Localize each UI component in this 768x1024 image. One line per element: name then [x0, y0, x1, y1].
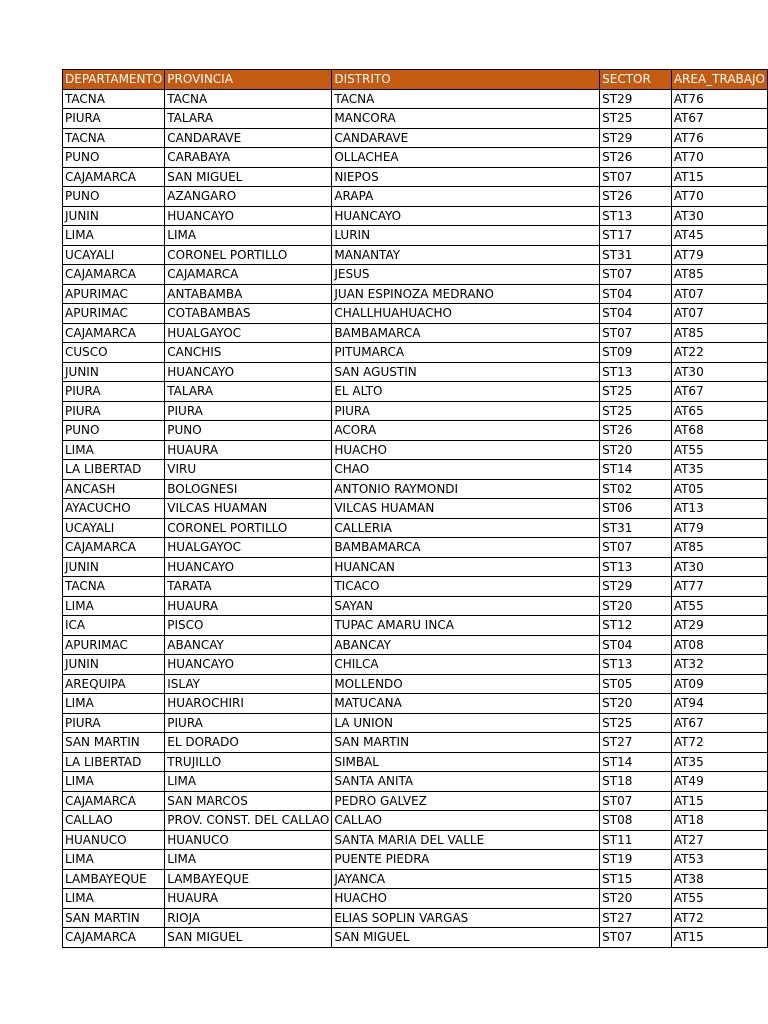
cell-distrito[interactable]: JESUS — [332, 265, 600, 285]
cell-distrito[interactable]: VILCAS HUAMAN — [332, 499, 600, 519]
cell-area-trabajo[interactable]: AT55 — [671, 889, 767, 909]
table-row — [63, 752, 768, 772]
cell-area-trabajo[interactable]: AT67 — [671, 382, 767, 402]
cell-provincia[interactable]: HUANCAYO — [165, 206, 332, 226]
cell-sector[interactable]: ST07 — [600, 167, 672, 187]
table-row — [63, 811, 768, 831]
cell-area-trabajo[interactable]: AT35 — [671, 460, 767, 480]
table-row — [63, 518, 768, 538]
cell-sector[interactable]: ST25 — [600, 401, 672, 421]
cell-sector[interactable]: ST14 — [600, 752, 672, 772]
table-row — [63, 791, 768, 811]
cell-provincia[interactable]: CANCHIS — [165, 343, 332, 363]
cell-distrito[interactable]: MANCORA — [332, 109, 600, 129]
cell-distrito[interactable]: JUAN ESPINOZA MEDRANO — [332, 284, 600, 304]
cell-distrito[interactable]: TICACO — [332, 577, 600, 597]
cell-departamento[interactable]: UCAYALI — [63, 245, 165, 265]
table-row — [63, 206, 768, 226]
cell-area-trabajo[interactable]: AT08 — [671, 635, 767, 655]
table-row — [63, 362, 768, 382]
cell-departamento[interactable]: CAJAMARCA — [63, 791, 165, 811]
table-row — [63, 460, 768, 480]
cell-distrito[interactable]: HUANCAYO — [332, 206, 600, 226]
cell-distrito[interactable]: MANANTAY — [332, 245, 600, 265]
cell-distrito[interactable]: HUANCAN — [332, 557, 600, 577]
cell-provincia[interactable]: SAN MARCOS — [165, 791, 332, 811]
table-row — [63, 577, 768, 597]
cell-sector[interactable]: ST09 — [600, 343, 672, 363]
cell-sector[interactable]: ST25 — [600, 713, 672, 733]
cell-sector[interactable]: ST26 — [600, 421, 672, 441]
cell-departamento[interactable]: PUNO — [63, 421, 165, 441]
cell-departamento[interactable]: PIURA — [63, 713, 165, 733]
cell-distrito[interactable]: CALLAO — [332, 811, 600, 831]
cell-departamento[interactable]: HUANUCO — [63, 830, 165, 850]
cell-area-trabajo[interactable]: AT30 — [671, 362, 767, 382]
cell-sector[interactable]: ST29 — [600, 89, 672, 109]
cell-provincia[interactable]: LIMA — [165, 850, 332, 870]
cell-provincia[interactable]: TACNA — [165, 89, 332, 109]
cell-distrito[interactable]: HUACHO — [332, 889, 600, 909]
cell-area-trabajo[interactable]: AT13 — [671, 499, 767, 519]
cell-departamento[interactable]: ICA — [63, 616, 165, 636]
cell-distrito[interactable]: SAN MIGUEL — [332, 928, 600, 948]
cell-sector[interactable]: ST31 — [600, 518, 672, 538]
cell-distrito[interactable]: SANTA ANITA — [332, 772, 600, 792]
table-row — [63, 382, 768, 402]
cell-area-trabajo[interactable]: AT09 — [671, 674, 767, 694]
cell-distrito[interactable]: PUENTE PIEDRA — [332, 850, 600, 870]
cell-departamento[interactable]: AREQUIPA — [63, 674, 165, 694]
cell-provincia[interactable]: HUANCAYO — [165, 557, 332, 577]
cell-sector[interactable]: ST25 — [600, 109, 672, 129]
cell-provincia[interactable]: EL DORADO — [165, 733, 332, 753]
cell-distrito[interactable]: LURIN — [332, 226, 600, 246]
table-row — [63, 928, 768, 948]
cell-sector[interactable]: ST20 — [600, 440, 672, 460]
cell-area-trabajo[interactable]: AT79 — [671, 518, 767, 538]
cell-departamento[interactable]: AYACUCHO — [63, 499, 165, 519]
table-row — [63, 538, 768, 558]
cell-sector[interactable]: ST14 — [600, 460, 672, 480]
cell-distrito[interactable]: MOLLENDO — [332, 674, 600, 694]
cell-sector[interactable]: ST27 — [600, 733, 672, 753]
cell-sector[interactable]: ST07 — [600, 265, 672, 285]
cell-departamento[interactable]: CAJAMARCA — [63, 538, 165, 558]
cell-distrito[interactable]: ANTONIO RAYMONDI — [332, 479, 600, 499]
cell-departamento[interactable]: ANCASH — [63, 479, 165, 499]
cell-departamento[interactable]: JUNIN — [63, 362, 165, 382]
cell-distrito[interactable]: PITUMARCA — [332, 343, 600, 363]
cell-area-trabajo[interactable]: AT38 — [671, 869, 767, 889]
cell-area-trabajo[interactable]: AT65 — [671, 401, 767, 421]
cell-provincia[interactable]: ABANCAY — [165, 635, 332, 655]
cell-provincia[interactable]: HUAURA — [165, 440, 332, 460]
column-header-provincia[interactable]: PROVINCIA — [165, 70, 332, 90]
cell-provincia[interactable]: HUALGAYOC — [165, 323, 332, 343]
cell-departamento[interactable]: SAN MARTIN — [63, 908, 165, 928]
cell-provincia[interactable]: HUAROCHIRI — [165, 694, 332, 714]
cell-provincia[interactable]: VILCAS HUAMAN — [165, 499, 332, 519]
cell-provincia[interactable]: ANTABAMBA — [165, 284, 332, 304]
cell-distrito[interactable]: CANDARAVE — [332, 128, 600, 148]
cell-sector[interactable]: ST29 — [600, 128, 672, 148]
cell-provincia[interactable]: HUAURA — [165, 596, 332, 616]
cell-sector[interactable]: ST26 — [600, 187, 672, 207]
cell-sector[interactable]: ST13 — [600, 206, 672, 226]
cell-sector[interactable]: ST04 — [600, 284, 672, 304]
table-row — [63, 635, 768, 655]
cell-departamento[interactable]: LIMA — [63, 694, 165, 714]
cell-provincia[interactable]: COTABAMBAS — [165, 304, 332, 324]
cell-area-trabajo[interactable]: AT85 — [671, 323, 767, 343]
cell-distrito[interactable]: SANTA MARIA DEL VALLE — [332, 830, 600, 850]
table-row — [63, 557, 768, 577]
cell-departamento[interactable]: APURIMAC — [63, 304, 165, 324]
cell-provincia[interactable]: CANDARAVE — [165, 128, 332, 148]
cell-distrito[interactable]: HUACHO — [332, 440, 600, 460]
cell-sector[interactable]: ST13 — [600, 362, 672, 382]
cell-provincia[interactable]: PISCO — [165, 616, 332, 636]
cell-distrito[interactable]: BAMBAMARCA — [332, 323, 600, 343]
table-row — [63, 655, 768, 675]
cell-distrito[interactable]: ABANCAY — [332, 635, 600, 655]
cell-departamento[interactable]: CAJAMARCA — [63, 323, 165, 343]
cell-provincia[interactable]: RIOJA — [165, 908, 332, 928]
cell-area-trabajo[interactable]: AT85 — [671, 538, 767, 558]
cell-area-trabajo[interactable]: AT32 — [671, 655, 767, 675]
cell-area-trabajo[interactable]: AT07 — [671, 304, 767, 324]
cell-departamento[interactable]: CAJAMARCA — [63, 928, 165, 948]
cell-sector[interactable]: ST29 — [600, 577, 672, 597]
cell-provincia[interactable]: TARATA — [165, 577, 332, 597]
cell-sector[interactable]: ST31 — [600, 245, 672, 265]
cell-distrito[interactable]: ACORA — [332, 421, 600, 441]
table-row — [63, 479, 768, 499]
cell-provincia[interactable]: LAMBAYEQUE — [165, 869, 332, 889]
cell-departamento[interactable]: PUNO — [63, 148, 165, 168]
cell-distrito[interactable]: TACNA — [332, 89, 600, 109]
cell-distrito[interactable]: SAN AGUSTIN — [332, 362, 600, 382]
table-row — [63, 187, 768, 207]
column-header-distrito[interactable]: DISTRITO — [332, 70, 600, 90]
table-row — [63, 440, 768, 460]
cell-sector[interactable]: ST25 — [600, 382, 672, 402]
cell-departamento[interactable]: LA LIBERTAD — [63, 460, 165, 480]
table-row — [63, 421, 768, 441]
cell-departamento[interactable]: CUSCO — [63, 343, 165, 363]
table-row — [63, 401, 768, 421]
table-row — [63, 148, 768, 168]
cell-area-trabajo[interactable]: AT53 — [671, 850, 767, 870]
cell-distrito[interactable]: BAMBAMARCA — [332, 538, 600, 558]
cell-distrito[interactable]: NIEPOS — [332, 167, 600, 187]
cell-provincia[interactable]: LIMA — [165, 772, 332, 792]
table-row — [63, 616, 768, 636]
cell-departamento[interactable]: LIMA — [63, 226, 165, 246]
table-row — [63, 908, 768, 928]
cell-area-trabajo[interactable]: AT76 — [671, 89, 767, 109]
cell-area-trabajo[interactable]: AT67 — [671, 713, 767, 733]
cell-departamento[interactable]: CALLAO — [63, 811, 165, 831]
cell-sector[interactable]: ST07 — [600, 928, 672, 948]
table-row — [63, 226, 768, 246]
cell-departamento[interactable]: LIMA — [63, 440, 165, 460]
cell-departamento[interactable]: JUNIN — [63, 557, 165, 577]
cell-provincia[interactable]: SAN MIGUEL — [165, 167, 332, 187]
data-table — [62, 69, 768, 948]
table-row — [63, 167, 768, 187]
cell-provincia[interactable]: CORONEL PORTILLO — [165, 518, 332, 538]
cell-distrito[interactable]: MATUCANA — [332, 694, 600, 714]
cell-provincia[interactable]: CAJAMARCA — [165, 265, 332, 285]
cell-area-trabajo[interactable]: AT35 — [671, 752, 767, 772]
cell-departamento[interactable]: LIMA — [63, 596, 165, 616]
cell-sector[interactable]: ST18 — [600, 772, 672, 792]
table-row — [63, 499, 768, 519]
table-row — [63, 245, 768, 265]
cell-provincia[interactable]: ISLAY — [165, 674, 332, 694]
cell-departamento[interactable]: PIURA — [63, 109, 165, 129]
cell-sector[interactable]: ST04 — [600, 304, 672, 324]
cell-provincia[interactable]: BOLOGNESI — [165, 479, 332, 499]
cell-sector[interactable]: ST20 — [600, 596, 672, 616]
cell-provincia[interactable]: PUNO — [165, 421, 332, 441]
cell-distrito[interactable]: EL ALTO — [332, 382, 600, 402]
cell-provincia[interactable]: AZANGARO — [165, 187, 332, 207]
cell-distrito[interactable]: PEDRO GALVEZ — [332, 791, 600, 811]
table-row — [63, 304, 768, 324]
cell-sector[interactable]: ST20 — [600, 694, 672, 714]
cell-departamento[interactable]: LIMA — [63, 889, 165, 909]
cell-departamento[interactable]: APURIMAC — [63, 635, 165, 655]
cell-area-trabajo[interactable]: AT85 — [671, 265, 767, 285]
cell-distrito[interactable]: SAYAN — [332, 596, 600, 616]
cell-area-trabajo[interactable]: AT94 — [671, 694, 767, 714]
cell-departamento[interactable]: APURIMAC — [63, 284, 165, 304]
table-row — [63, 596, 768, 616]
cell-provincia[interactable]: VIRU — [165, 460, 332, 480]
cell-area-trabajo[interactable]: AT70 — [671, 187, 767, 207]
cell-distrito[interactable]: CHILCA — [332, 655, 600, 675]
cell-area-trabajo[interactable]: AT27 — [671, 830, 767, 850]
cell-provincia[interactable]: HUANCAYO — [165, 362, 332, 382]
cell-sector[interactable]: ST13 — [600, 557, 672, 577]
cell-sector[interactable]: ST04 — [600, 635, 672, 655]
cell-sector[interactable]: ST27 — [600, 908, 672, 928]
table-row — [63, 869, 768, 889]
cell-provincia[interactable]: LIMA — [165, 226, 332, 246]
cell-provincia[interactable]: PIURA — [165, 401, 332, 421]
cell-departamento[interactable]: TACNA — [63, 128, 165, 148]
cell-departamento[interactable]: UCAYALI — [63, 518, 165, 538]
cell-departamento[interactable]: LIMA — [63, 850, 165, 870]
cell-distrito[interactable]: CALLERIA — [332, 518, 600, 538]
cell-provincia[interactable]: TALARA — [165, 382, 332, 402]
cell-area-trabajo[interactable]: AT22 — [671, 343, 767, 363]
table-row — [63, 674, 768, 694]
cell-departamento[interactable]: PUNO — [63, 187, 165, 207]
cell-area-trabajo[interactable]: AT70 — [671, 148, 767, 168]
cell-area-trabajo[interactable]: AT76 — [671, 128, 767, 148]
cell-sector[interactable]: ST19 — [600, 850, 672, 870]
cell-area-trabajo[interactable]: AT15 — [671, 928, 767, 948]
cell-area-trabajo[interactable]: AT55 — [671, 596, 767, 616]
table-row — [63, 323, 768, 343]
cell-departamento[interactable]: CAJAMARCA — [63, 167, 165, 187]
cell-area-trabajo[interactable]: AT68 — [671, 421, 767, 441]
cell-provincia[interactable]: TALARA — [165, 109, 332, 129]
cell-area-trabajo[interactable]: AT72 — [671, 733, 767, 753]
column-header-area-trabajo[interactable]: AREA_TRABAJO — [671, 70, 767, 90]
cell-provincia[interactable]: HUANUCO — [165, 830, 332, 850]
cell-sector[interactable]: ST05 — [600, 674, 672, 694]
cell-area-trabajo[interactable]: AT30 — [671, 206, 767, 226]
cell-departamento[interactable]: LIMA — [63, 772, 165, 792]
table-row — [63, 265, 768, 285]
cell-sector[interactable]: ST13 — [600, 655, 672, 675]
cell-area-trabajo[interactable]: AT49 — [671, 772, 767, 792]
cell-provincia[interactable]: CORONEL PORTILLO — [165, 245, 332, 265]
table-row — [63, 850, 768, 870]
cell-departamento[interactable]: JUNIN — [63, 655, 165, 675]
cell-area-trabajo[interactable]: AT55 — [671, 440, 767, 460]
cell-area-trabajo[interactable]: AT07 — [671, 284, 767, 304]
cell-departamento[interactable]: SAN MARTIN — [63, 733, 165, 753]
cell-distrito[interactable]: CHAO — [332, 460, 600, 480]
cell-sector[interactable]: ST26 — [600, 148, 672, 168]
cell-area-trabajo[interactable]: AT05 — [671, 479, 767, 499]
table-row — [63, 89, 768, 109]
cell-area-trabajo[interactable]: AT79 — [671, 245, 767, 265]
cell-sector[interactable]: ST17 — [600, 226, 672, 246]
cell-departamento[interactable]: TACNA — [63, 577, 165, 597]
cell-sector[interactable]: ST12 — [600, 616, 672, 636]
table-row — [63, 343, 768, 363]
cell-distrito[interactable]: LA UNION — [332, 713, 600, 733]
table-row — [63, 694, 768, 714]
cell-provincia[interactable]: PIURA — [165, 713, 332, 733]
table-row — [63, 109, 768, 129]
cell-distrito[interactable]: ELIAS SOPLIN VARGAS — [332, 908, 600, 928]
cell-departamento[interactable]: PIURA — [63, 382, 165, 402]
cell-provincia[interactable]: SAN MIGUEL — [165, 928, 332, 948]
cell-sector[interactable]: ST11 — [600, 830, 672, 850]
cell-distrito[interactable]: CHALLHUAHUACHO — [332, 304, 600, 324]
cell-area-trabajo[interactable]: AT18 — [671, 811, 767, 831]
cell-sector[interactable]: ST20 — [600, 889, 672, 909]
header-row — [63, 70, 768, 90]
table-body — [63, 89, 768, 947]
column-header-departamento[interactable]: DEPARTAMENTO — [63, 70, 165, 90]
cell-departamento[interactable]: PIURA — [63, 401, 165, 421]
cell-provincia[interactable]: TRUJILLO — [165, 752, 332, 772]
cell-area-trabajo[interactable]: AT15 — [671, 791, 767, 811]
table-row — [63, 772, 768, 792]
cell-area-trabajo[interactable]: AT67 — [671, 109, 767, 129]
cell-area-trabajo[interactable]: AT45 — [671, 226, 767, 246]
cell-departamento[interactable]: LA LIBERTAD — [63, 752, 165, 772]
cell-area-trabajo[interactable]: AT72 — [671, 908, 767, 928]
table-row — [63, 284, 768, 304]
cell-area-trabajo[interactable]: AT29 — [671, 616, 767, 636]
table-row — [63, 889, 768, 909]
cell-departamento[interactable]: LAMBAYEQUE — [63, 869, 165, 889]
cell-distrito[interactable]: ARAPA — [332, 187, 600, 207]
cell-provincia[interactable]: PROV. CONST. DEL CALLAO — [165, 811, 332, 831]
cell-distrito[interactable]: SAN MARTIN — [332, 733, 600, 753]
cell-departamento[interactable]: JUNIN — [63, 206, 165, 226]
cell-provincia[interactable]: CARABAYA — [165, 148, 332, 168]
cell-sector[interactable]: ST06 — [600, 499, 672, 519]
table-row — [63, 713, 768, 733]
table-row — [63, 733, 768, 753]
cell-sector[interactable]: ST08 — [600, 811, 672, 831]
cell-sector[interactable]: ST07 — [600, 538, 672, 558]
cell-sector[interactable]: ST07 — [600, 791, 672, 811]
cell-distrito[interactable]: TUPAC AMARU INCA — [332, 616, 600, 636]
cell-distrito[interactable]: PIURA — [332, 401, 600, 421]
column-header-sector[interactable]: SECTOR — [600, 70, 672, 90]
cell-provincia[interactable]: HUAURA — [165, 889, 332, 909]
cell-area-trabajo[interactable]: AT77 — [671, 577, 767, 597]
cell-area-trabajo[interactable]: AT15 — [671, 167, 767, 187]
table-row — [63, 830, 768, 850]
cell-distrito[interactable]: OLLACHEA — [332, 148, 600, 168]
cell-area-trabajo[interactable]: AT30 — [671, 557, 767, 577]
cell-sector[interactable]: ST15 — [600, 869, 672, 889]
cell-departamento[interactable]: CAJAMARCA — [63, 265, 165, 285]
cell-sector[interactable]: ST07 — [600, 323, 672, 343]
cell-departamento[interactable]: TACNA — [63, 89, 165, 109]
cell-provincia[interactable]: HUANCAYO — [165, 655, 332, 675]
cell-provincia[interactable]: HUALGAYOC — [165, 538, 332, 558]
cell-distrito[interactable]: SIMBAL — [332, 752, 600, 772]
cell-distrito[interactable]: JAYANCA — [332, 869, 600, 889]
cell-sector[interactable]: ST02 — [600, 479, 672, 499]
table-row — [63, 128, 768, 148]
